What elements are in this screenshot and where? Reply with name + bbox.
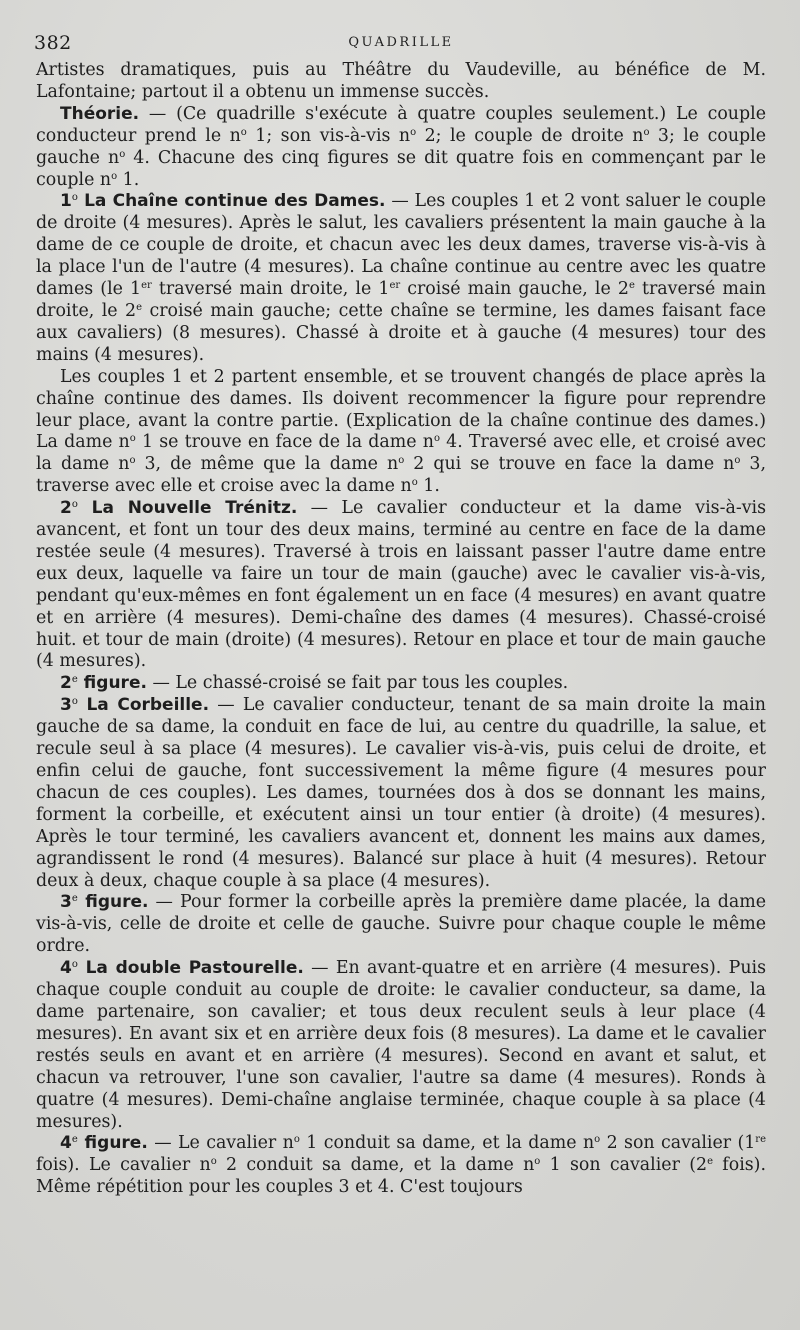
section-heading: 4	[60, 1133, 72, 1154]
superscript: o	[734, 455, 741, 467]
superscript: er	[141, 280, 152, 292]
superscript: e	[71, 1134, 78, 1146]
superscript: o	[111, 170, 118, 182]
text-run: — Pour former la corbeille après la première dame placée, la dame vis-à-vis, celle de droite et celle de gauche. Suivre pour chaque couple le même ordre.	[36, 892, 766, 957]
text-run: 2 son cavalier (1	[600, 1133, 756, 1154]
superscript: o	[433, 433, 440, 445]
superscript: o	[210, 1156, 217, 1168]
superscript: o	[129, 455, 136, 467]
superscript: o	[71, 499, 78, 511]
text-run: 2; le couple de droite n	[416, 125, 644, 146]
superscript: e	[71, 674, 78, 686]
superscript: o	[240, 126, 247, 138]
superscript: o	[293, 1134, 300, 1146]
text-run: 2 conduit sa dame, et la dame n	[216, 1155, 535, 1176]
text-run: 3; le couple gauche n	[36, 125, 767, 168]
paragraph-continuation	[36, 60, 766, 104]
paragraph-theorie	[36, 104, 766, 192]
text-run: 1.	[117, 169, 140, 190]
section-heading: La Corbeille.	[77, 695, 210, 716]
body-text	[36, 60, 766, 1199]
text-run: croisé main gauche; cette chaîne se termine, les dames faisant face aux cavaliers) (8 mesures). Chassé à droite et à gauche (4 mesures) tour des mains (4 mesures).	[36, 300, 766, 365]
superscript: re	[755, 1134, 766, 1146]
superscript: er	[389, 280, 401, 292]
paragraph-deuxieme-figure	[36, 673, 766, 695]
text-run: 2 qui se trouve en face la dame n	[404, 454, 735, 475]
text-run: — En avant-quatre et en arrière (4 mesures). Puis chaque couple conduit au couple de droite: le cavalier conducteur, sa dame, la dame partenaire, son cavalier; et tous deux reculent seuls à leur place (4 mesures). En avant six et en arrière deux fois (8 mesures). La dame et le cavalier restés seuls en avant et en arrière (4 mesures). Second en avant et salut, et chacun va retrouver, l'une son cavalier, l'autre sa dame (4 mesures). Ronds à quatre (4 mesures). Demi-chaîne anglaise terminée, chaque couple à sa place (4 mesures).	[36, 958, 767, 1132]
section-heading: figure.	[77, 892, 149, 913]
superscript: o	[534, 1156, 541, 1168]
section-heading: 3	[60, 892, 72, 913]
text-run: 4. Traversé avec elle, et croisé avec la dame n	[36, 432, 766, 475]
section-heading: La Chaîne continue des Dames.	[77, 191, 386, 212]
section-heading: La Nouvelle Trénitz.	[77, 498, 298, 519]
paragraph-chaine-explication	[36, 367, 766, 498]
superscript: e	[136, 301, 143, 313]
text-run: Les couples 1 et 2 partent ensemble, et se trouvent changés de place après la chaîne continue des dames. Ils doivent recommencer la figure pour reprendre leur place, avant la contre partie. (Explication de la chaîne continue des dames.) La dame n	[36, 366, 766, 453]
section-heading: Théorie.	[60, 103, 140, 124]
text-run: — Le cavalier conducteur, tenant de sa main droite la main gauche de sa dame, la conduit en face de lui, au centre du quadrille, la salue, et recule seul à sa place (4 mesures). Le cavalier vis-à-vis, puis celui de droite, et enfin celui de gauche, font successivement la même figure (4 mesures pour chacun de ces couples). Les dames, tournées dos à dos se donnant les mains, forment la corbeille, et exécutent ainsi un tour entier (à droite) (4 mesures). Après le tour terminé, les cavaliers avancent et, donnent les mains aux dames, agrandissent le rond (4 mesures). Balancé sur place à huit (4 mesures). Retour deux à deux, chaque couple à sa place (4 mesures).	[36, 695, 766, 891]
paragraph-nouvelle-trenitz	[36, 498, 766, 673]
text-run: 1 son cavalier (2	[540, 1155, 708, 1176]
section-heading: 3	[60, 695, 72, 716]
text-run: Artistes dramatiques, puis au Théâtre du Vaudeville, au bénéfice de M. Lafontaine; partout il a obtenu un immense succès.	[36, 60, 766, 102]
paragraph-corbeille	[36, 695, 766, 892]
section-heading: 2	[60, 673, 72, 694]
superscript: o	[411, 477, 418, 489]
superscript: o	[71, 696, 78, 708]
section-heading: 4	[60, 958, 72, 979]
text-run: — Le chassé-croisé se fait par tous les couples.	[146, 673, 569, 694]
text-run: fois). Le cavalier n	[36, 1155, 211, 1176]
superscript: o	[71, 192, 78, 204]
text-run: — Le cavalier conducteur et la dame vis-à-vis avancent, et font un tour des deux mains, terminé au centre en face de la dame restée seule (4 mesures). Traversé à trois en laissant passer l'autre dame entre eux deux, laquelle va faire un tour de main (gauche) avec le cavalier vis-à-vis, pendant qu'eux-mêmes en font également un en face (4 mesures) en avant quatre et en arrière (4 mesures). Demi-chaîne des dames (4 mesures). Chassé-croisé huit. et tour de main (droite) (4 mesures). Retour en place et tour de main gauche (4 mesures).	[36, 498, 767, 672]
superscript: o	[398, 455, 405, 467]
paragraph-quatrieme-figure	[36, 1133, 766, 1199]
paragraph-chaine-continue	[36, 191, 766, 366]
superscript: e	[71, 893, 78, 905]
text-run: 1; son vis-à-vis n	[246, 125, 411, 146]
text-run: 3, de même que la dame n	[135, 454, 399, 475]
superscript: o	[643, 126, 650, 138]
superscript: o	[594, 1134, 601, 1146]
text-run: 1 conduit sa dame, et la dame n	[299, 1133, 595, 1154]
running-head	[36, 30, 766, 60]
section-heading: figure.	[77, 673, 147, 694]
section-heading: 2	[60, 498, 72, 519]
text-run: 1.	[417, 476, 440, 497]
section-heading: 1	[60, 191, 72, 212]
superscript: o	[129, 433, 136, 445]
text-run: 4. Chacune des cinq figures se dit quatre fois en commençant par le couple n	[36, 147, 766, 190]
page-number: 382	[34, 32, 72, 54]
text-run: — Les couples 1 et 2 vont saluer le couple de droite (4 mesures). Après le salut, les cavaliers présentent la main gauche à la dame de ce couple de droite, et chacun avec les deux dames, traverse vis-à-vis à la place l'un de l'autre (4 mesures). La chaîne continue au centre avec les quatre dames (le 1	[36, 191, 766, 300]
text-run: — (Ce quadrille s'exécute à quatre couples seulement.) Le couple conducteur prend le n	[36, 103, 766, 146]
running-title: QUADRILLE	[348, 35, 454, 50]
superscript: o	[410, 126, 417, 138]
section-heading: figure.	[77, 1133, 148, 1154]
text-run: traversé main droite, le 1	[151, 279, 390, 300]
superscript: o	[71, 959, 78, 971]
text-run: 3, traverse avec elle et croise avec la dame n	[36, 454, 766, 497]
text-run: croisé main gauche, le 2	[400, 279, 629, 300]
text-run: 1 se trouve en face de la dame n	[135, 432, 434, 453]
superscript: e	[707, 1156, 713, 1168]
text-run: fois). Même répétition pour les couples 3 et 4. C'est toujours	[36, 1155, 766, 1198]
paragraph-troisieme-figure	[36, 892, 766, 958]
superscript: e	[628, 280, 635, 292]
section-heading: La double Pastourelle.	[77, 958, 304, 979]
paragraph-double-pastourelle	[36, 958, 766, 1133]
superscript: o	[119, 148, 126, 160]
text-run: traversé main droite, le 2	[36, 279, 767, 321]
text-run: — Le cavalier n	[147, 1133, 294, 1154]
